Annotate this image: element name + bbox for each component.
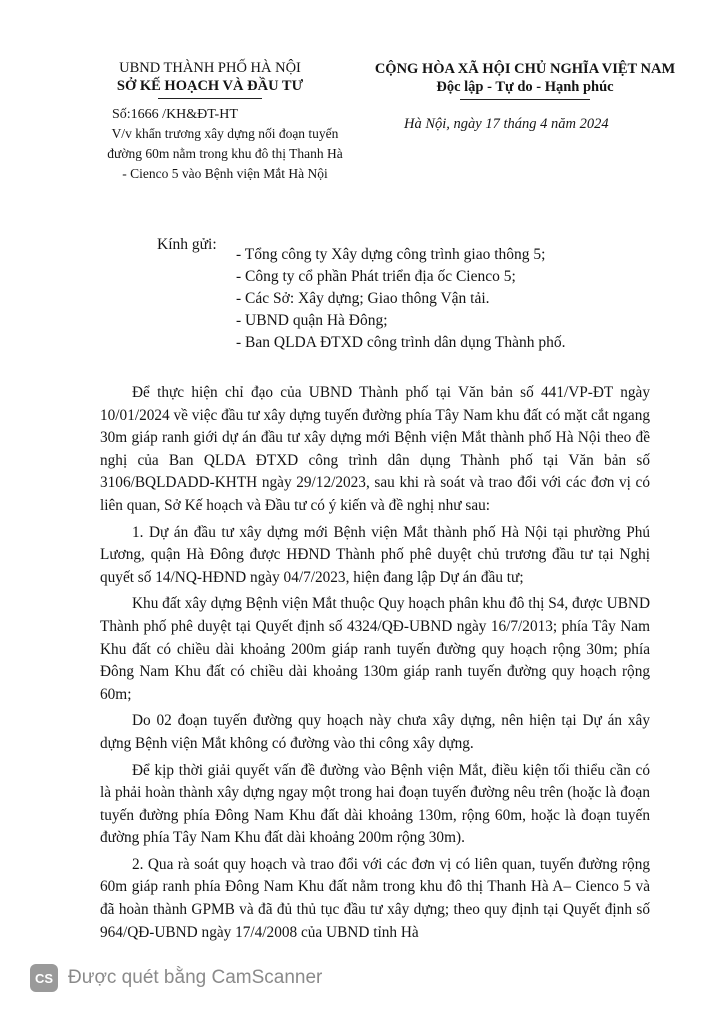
issuing-authority: UBND THÀNH PHỐ HÀ NỘI (119, 60, 301, 76)
body-paragraph: Để thực hiện chỉ đạo của UBND Thành phố tại Văn bản số 441/VP-ĐT ngày 10/01/2024 về việc đầu tư xây dựng tuyến đường phía Tây Nam khu đất có mặt cắt ngang 30m giáp ranh giới dự án đầu tư xây dựng mới Bệnh viện Mắt thành phố Hà Nội theo đề nghị của Ban QLDA ĐTXD công trình dân dụng Thành phố tại Văn bản số 3106/BQLDADD-KHTH ngày 29/12/2023, sau khi rà soát và trao đổi với các đơn vị có liên quan, Sở Kế hoạch và Đầu tư có ý kiến và đề nghị như sau: (100, 384, 650, 514)
national-title: CỘNG HÒA XÃ HỘI CHỦ NGHĨA VIỆT NAM (374, 61, 676, 77)
watermark-text: Được quét bằng CamScanner (68, 967, 323, 988)
recipient-item: - UBND quận Hà Đông; (236, 312, 388, 329)
national-motto: Độc lập - Tự do - Hạnh phúc (436, 79, 614, 95)
motto-underline (460, 99, 590, 100)
recipients-label: Kính gửi: (157, 236, 217, 253)
issuing-department: SỞ KẾ HOẠCH VÀ ĐẦU TƯ (116, 78, 304, 94)
body-paragraph: Khu đất xây dựng Bệnh viện Mắt thuộc Quy hoạch phân khu đô thị S4, được UBND Thành phố phê duyệt tại Quyết định số 4324/QĐ-UBND ngày 16/7/2013; phía Tây Nam Khu đất có chiều dài khoảng 200m giáp ranh tuyến đường quy hoạch rộng 30m; phía Đông Nam Khu đất có chiều dài khoảng 130m giáp ranh tuyến đường quy hoạch rộng 60m; (100, 595, 650, 703)
document-subject (95, 124, 355, 184)
letter-body (100, 382, 650, 944)
issue-date: Hà Nội, ngày 17 tháng 4 năm 2024 (404, 116, 609, 132)
recipient-item: - Tổng công ty Xây dựng công trình giao thông 5; (236, 246, 546, 263)
body-paragraph: 2. Qua rà soát quy hoạch và trao đổi với các đơn vị có liên quan, tuyến đường rộng 60m giáp ranh phía Đông Nam Khu đất nằm trong khu đô thị Thanh Hà A– Cienco 5 và đã hoàn thành GPMB và đã đủ thủ tục đầu tư xây dựng; theo quy định tại Quyết định số 964/QĐ-UBND ngày 17/4/2008 của UBND tỉnh Hà (100, 855, 650, 941)
body-paragraph: Do 02 đoạn tuyến đường quy hoạch này chưa xây dựng, nên hiện tại Dự án xây dựng Bệnh viện Mắt không có đường vào thi công xây dựng. (100, 712, 650, 752)
document-number: Số:1666 /KH&ĐT-HT (112, 107, 238, 122)
recipients-list (236, 244, 565, 354)
scanner-watermark (30, 964, 322, 992)
recipient-item: - Ban QLDA ĐTXD công trình dân dụng Thành phố. (236, 334, 566, 351)
subject-line: V/v khẩn trương xây dựng nối đoạn tuyến (111, 126, 339, 141)
camscanner-logo-icon: CS (30, 964, 58, 992)
body-paragraph: 1. Dự án đầu tư xây dựng mới Bệnh viện Mắt thành phố Hà Nội tại phường Phú Lương, quận Hà Đông được HĐND Thành phố phê duyệt chủ trương đầu tư tại Nghị quyết số 14/NQ-HĐND ngày 04/7/2023, hiện đang lập Dự án đầu tư; (100, 523, 650, 586)
department-underline (158, 98, 262, 99)
recipient-item: - Công ty cổ phần Phát triển địa ốc Cienco 5; (236, 268, 516, 285)
body-paragraph: Để kịp thời giải quyết vấn đề đường vào Bệnh viện Mắt, điều kiện tối thiểu cần có là phải hoàn thành xây dựng ngay một trong hai đoạn tuyến đường nêu trên (hoặc là đoạn tuyến đường phía Đông Nam Khu đất dài khoảng 130m, rộng 60m, hoặc là đoạn tuyến đường phía Tây Nam Khu đất dài khoảng 200m rộng 30m). (100, 761, 650, 847)
recipient-item: - Các Sở: Xây dựng; Giao thông Vận tải. (236, 290, 490, 307)
subject-line: đường 60m nằm trong khu đô thị Thanh Hà (107, 146, 343, 161)
subject-line: - Cienco 5 vào Bệnh viện Mắt Hà Nội (122, 166, 328, 181)
